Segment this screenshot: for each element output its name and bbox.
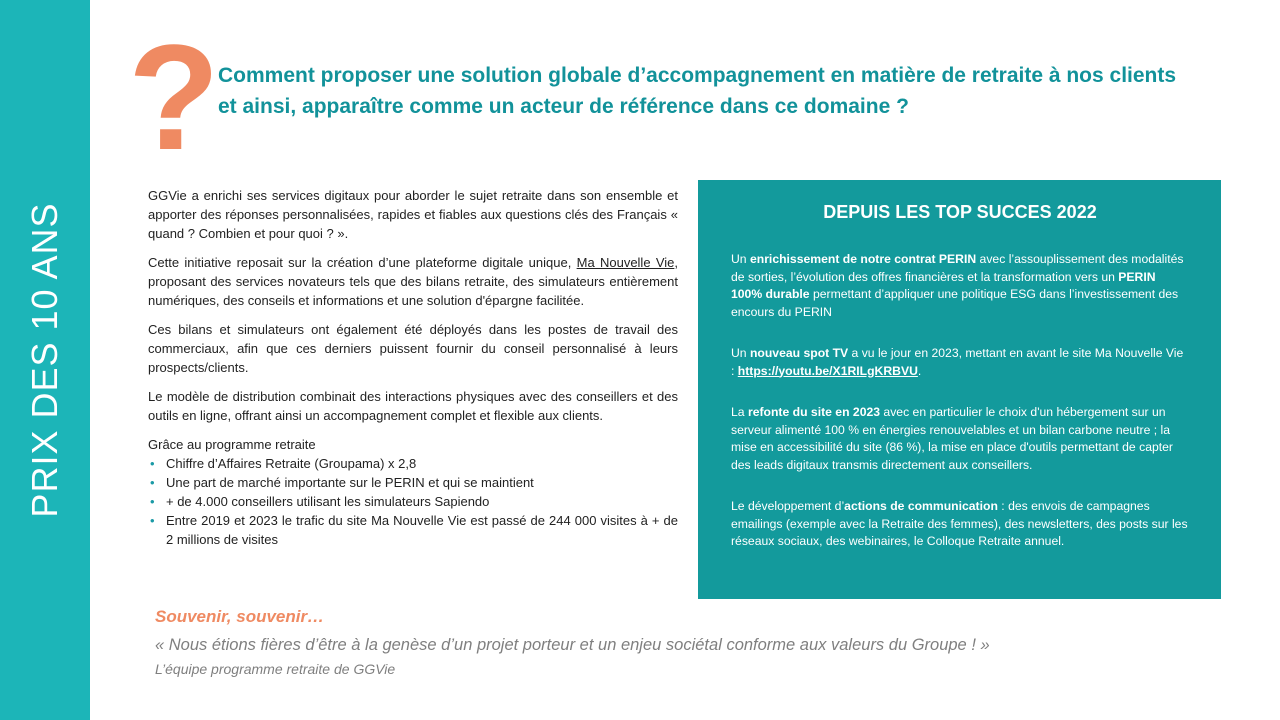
list-item: • Une part de marché importante sur le PERIN et qui se maintient — [148, 473, 678, 492]
paragraph-platform-start: Cette initiative reposait sur la création d’une plateforme digitale unique, — [148, 255, 577, 270]
paragraph-platform-end: , proposant des services novateurs tels que des bilans retraite, des simulateurs entièrement numériques, des conseils et informations et une solution d'épargne facilitée. — [148, 255, 679, 308]
text-run: Un — [731, 346, 750, 360]
text-run-bold: enrichissement de notre contrat PERIN — [749, 252, 977, 266]
text-run-bold: refonte du site en 2023 — [747, 405, 881, 419]
text-run: La — [731, 405, 748, 419]
success-box-title: DEPUIS LES TOP SUCCES 2022 — [823, 202, 1097, 222]
paragraph-intro: GGVie a enrichi ses services digitaux pour aborder le sujet retraite dans son ensemble et apporter des réponses personnalisées, rapides et fiables aux questions clés des Français « quand ? Combien et pour quoi ? ». — [148, 188, 678, 241]
text-run-bold: nouveau spot TV — [749, 346, 849, 360]
paragraph-distribution: Le modèle de distribution combinait des interactions physiques avec des conseillers et des outils en ligne, offrant ainsi un accompagnement complet et flexible aux clients. — [148, 389, 678, 423]
text-run: Un — [731, 252, 750, 266]
sidebar — [0, 0, 90, 720]
list-item: • + de 4.000 conseillers utilisant les simulateurs Sapiendo — [148, 492, 678, 511]
text-run: Le développement d’ — [731, 499, 845, 513]
question-mark-icon: ? — [128, 13, 220, 181]
text-run: avec l’assouplissement des modalités de sorties, l’évolution des offres financières et la transformation vers un — [731, 252, 1184, 284]
success-item-perin — [731, 251, 1189, 321]
quote-signature: L’équipe programme retraite de GGVie — [155, 661, 396, 677]
text-run-bold: actions de communication — [844, 499, 998, 513]
left-column — [148, 186, 678, 549]
text-run: . — [917, 363, 922, 378]
list-item: • Chiffre d’Affaires Retraite (Groupama) x 2,8 — [148, 454, 678, 473]
sidebar-label: PRIX DES 10 ANS — [24, 202, 65, 518]
results-intro: Grâce au programme retraite — [148, 437, 316, 452]
success-item-tv-spot — [731, 345, 1189, 380]
success-box — [698, 180, 1221, 599]
text-run: permettant d’appliquer une politique ESG dans l’investissement des encours du PERIN — [731, 287, 1179, 319]
results-list — [148, 454, 678, 549]
paragraph-platform — [148, 253, 678, 310]
text-run: a vu le jour en 2023, mettant en avant le site Ma Nouvelle Vie : — [731, 346, 1184, 378]
paragraph-simulators: Ces bilans et simulateurs ont également été déployés dans les postes de travail des commerciaux, afin que ces derniers puissent fournir du conseil personnalisé à leurs prospects/clients. — [148, 322, 678, 375]
text-run: avec en particulier le choix d'un hébergement sur un serveur alimenté 100 % en énergies renouvelables et un bilan carbone neutre ; la mise en accessibilité du site (86 %), la mise en place d'outils permettant de capter des leads digitaux transmis directement aux conseillers. — [731, 405, 1173, 472]
team-quote: « Nous étions fières d’être à la genèse d’un projet porteur et un enjeu sociétal conforme aux valeurs du Groupe ! » — [155, 636, 990, 654]
success-item-site-redesign — [731, 404, 1189, 474]
ma-nouvelle-vie-link[interactable]: Ma Nouvelle Vie — [576, 255, 675, 270]
souvenir-heading: Souvenir, souvenir… — [155, 607, 325, 626]
text-run: : des envois de campagnes emailings (exemple avec la Retraite des femmes), des newsletters, des posts sur les réseaux sociaux, des webinaires, le Colloque Retraite annuel. — [731, 499, 1188, 548]
youtube-link[interactable]: https://youtu.be/X1RILgKRBVU — [737, 363, 918, 378]
list-item: • Entre 2019 et 2023 le trafic du site Ma Nouvelle Vie est passé de 244 000 visites à + de 2 millions de visites — [148, 511, 678, 549]
success-item-communication — [731, 498, 1189, 551]
text-run-bold: PERIN 100% durable — [731, 269, 1156, 301]
page-title: Comment proposer une solution globale d’accompagnement en matière de retraite à nos clients et ainsi, apparaître comme un acteur de référence dans ce domaine ? — [218, 64, 1177, 118]
